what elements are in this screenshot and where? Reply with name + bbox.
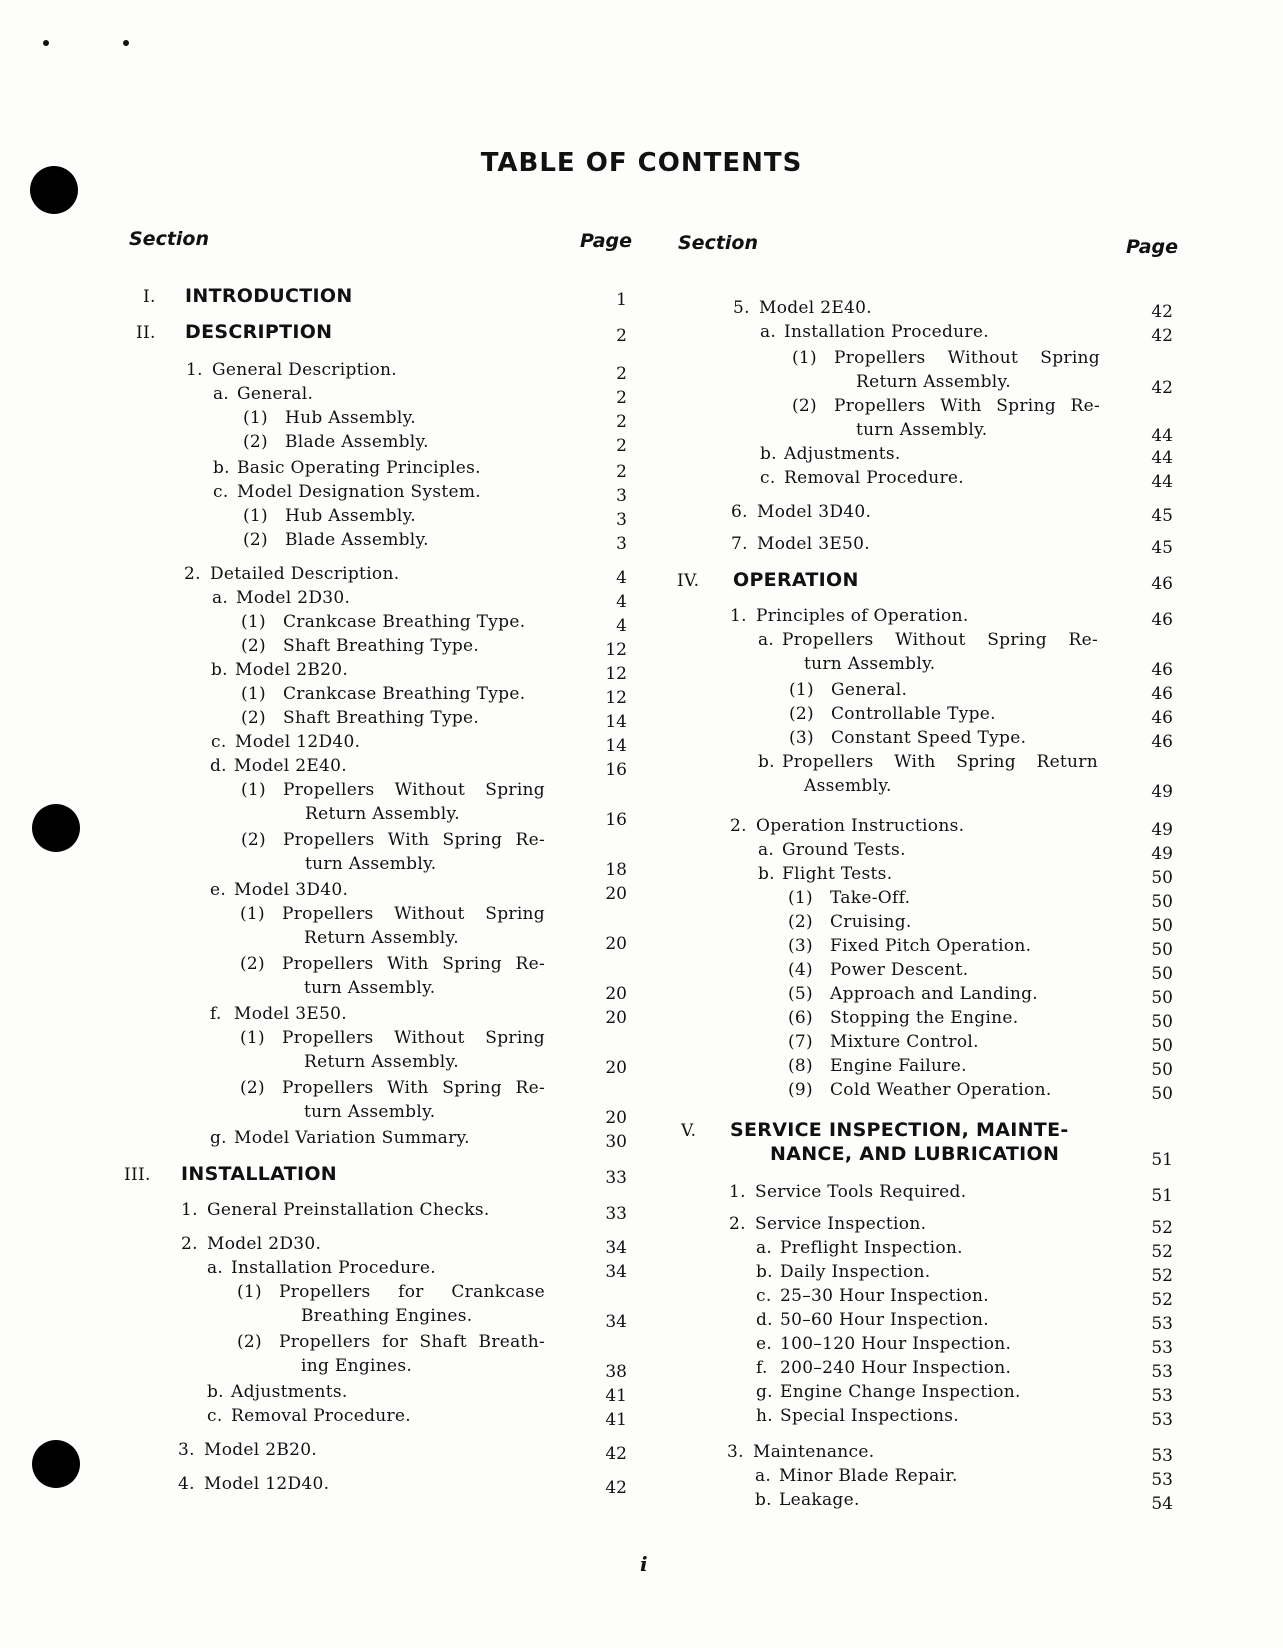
toc-entry-number: (6) [788, 1008, 813, 1028]
toc-page-number: 50 [1151, 892, 1173, 912]
toc-entry-continuation: ing Engines. [301, 1356, 413, 1376]
toc-page-number: 33 [605, 1168, 627, 1188]
toc-page-number: 44 [1151, 426, 1173, 446]
toc-page-number: 2 [616, 326, 627, 346]
toc-page-number: 12 [605, 664, 627, 684]
toc-page-number: 51 [1151, 1186, 1173, 1206]
toc-entry-number: f. [756, 1358, 768, 1378]
toc-entry-continuation: Return Assembly. [304, 1052, 459, 1072]
toc-page-number: 50 [1151, 988, 1173, 1008]
toc-page-number: 16 [605, 760, 627, 780]
toc-entry-number: b. [755, 1490, 772, 1510]
toc-page-number: 45 [1151, 506, 1173, 526]
toc-entry [730, 606, 969, 626]
toc-page-number: 49 [1151, 820, 1173, 840]
toc-entry-title: Stopping the Engine. [830, 1008, 1019, 1028]
toc-entry-title: Maintenance. [753, 1442, 875, 1462]
toc-entry-number: g. [210, 1128, 227, 1148]
toc-entry-title: Propellers With Spring Re- [282, 954, 545, 974]
toc-entry [755, 1490, 860, 1510]
toc-page-number: 42 [1151, 302, 1173, 322]
toc-page-number: 50 [1151, 964, 1173, 984]
toc-entry-title: Cold Weather Operation. [830, 1080, 1052, 1100]
toc-entry-continuation: turn Assembly. [305, 854, 437, 874]
toc-page-number: 45 [1151, 538, 1173, 558]
page-title: TABLE OF CONTENTS [480, 148, 803, 178]
toc-entry-number: c. [211, 732, 227, 752]
toc-entry-title: Adjustments. [784, 444, 901, 464]
toc-page-number: 46 [1151, 660, 1173, 680]
toc-entry [729, 1214, 926, 1234]
toc-entry-number: h. [756, 1406, 773, 1426]
toc-page-number: 54 [1151, 1494, 1173, 1514]
toc-entry-title: Model 12D40. [235, 732, 361, 752]
toc-entry [756, 1406, 959, 1426]
toc-entry-title: Propellers Without Spring [282, 904, 545, 924]
toc-page-number: 2 [616, 364, 627, 384]
toc-entry-number: g. [756, 1382, 773, 1402]
toc-page-number: 50 [1151, 940, 1173, 960]
toc-page-number: 49 [1151, 782, 1173, 802]
toc-entry-title: Engine Failure. [830, 1056, 967, 1076]
left-page-header: Page [580, 230, 633, 252]
toc-page-number: 14 [605, 712, 627, 732]
toc-entry-number: 2. [184, 564, 201, 584]
toc-page-number: 53 [1151, 1386, 1173, 1406]
toc-entry-title: SERVICE INSPECTION, MAINTE- [730, 1119, 1069, 1141]
toc-page-number: 42 [1151, 326, 1173, 346]
toc-page-number: 50 [1151, 916, 1173, 936]
toc-entry-title: INTRODUCTION [185, 285, 353, 307]
toc-entry-number: 1. [730, 606, 747, 626]
toc-entry-title: Propellers for Shaft Breath- [279, 1332, 545, 1352]
toc-page-number: 41 [605, 1386, 627, 1406]
toc-entry-number: (1) [792, 348, 817, 368]
toc-page-number: 53 [1151, 1314, 1173, 1334]
toc-entry-title: 25–30 Hour Inspection. [780, 1286, 990, 1306]
toc-page-number: 14 [605, 736, 627, 756]
toc-entry-title: Controllable Type. [831, 704, 996, 724]
toc-entry [731, 534, 870, 554]
toc-page-number: 53 [1151, 1338, 1173, 1358]
toc-entry-title: Cruising. [830, 912, 912, 932]
toc-page-number: 50 [1151, 1012, 1173, 1032]
toc-entry-continuation: Return Assembly. [856, 372, 1011, 392]
toc-entry-title: Engine Change Inspection. [780, 1382, 1021, 1402]
toc-page-number: 18 [605, 860, 627, 880]
toc-entry-title: Crankcase Breathing Type. [283, 612, 526, 632]
toc-entry-number: (4) [788, 960, 813, 980]
toc-entry-number: a. [758, 630, 775, 650]
toc-entry [756, 1310, 989, 1330]
toc-entry-title: Preflight Inspection. [780, 1238, 963, 1258]
toc-entry-number: 1. [181, 1200, 198, 1220]
toc-entry-title: Blade Assembly. [285, 432, 429, 452]
toc-entry [760, 444, 901, 464]
toc-entry [756, 1238, 963, 1258]
toc-entry [789, 680, 907, 700]
toc-page-number: 53 [1151, 1446, 1173, 1466]
toc-entry [788, 1056, 967, 1076]
toc-entry [727, 1442, 874, 1462]
toc-entry-title: Model 2B20. [204, 1440, 318, 1460]
toc-entry-continuation: Breathing Engines. [301, 1306, 473, 1326]
toc-entry-title: Model 3D40. [234, 880, 349, 900]
toc-page-number: 20 [605, 934, 627, 954]
toc-entry [788, 888, 910, 908]
toc-entry-number: e. [210, 880, 227, 900]
toc-entry-number: a. [213, 384, 230, 404]
toc-entry [756, 1358, 1011, 1378]
toc-entry-continuation: turn Assembly. [856, 420, 988, 440]
toc-entry [789, 728, 1026, 748]
toc-entry-title: Model Designation System. [237, 482, 481, 502]
toc-entry-number: c. [213, 482, 229, 502]
toc-entry-title: General Preinstallation Checks. [207, 1200, 490, 1220]
toc-entry [756, 1286, 989, 1306]
toc-entry-title: Propellers With Spring Return [782, 752, 1098, 772]
toc-page-number: 51 [1151, 1150, 1173, 1170]
toc-entry-title: Operation Instructions. [756, 816, 965, 836]
toc-entry-title: 50–60 Hour Inspection. [780, 1310, 990, 1330]
toc-entry [758, 752, 1098, 772]
toc-entry-title: Minor Blade Repair. [779, 1466, 958, 1486]
toc-entry-title: Detailed Description. [210, 564, 400, 584]
toc-page-number: 12 [605, 640, 627, 660]
toc-page-number: 53 [1151, 1410, 1173, 1430]
toc-entry [731, 502, 871, 522]
toc-entry-title: Take-Off. [830, 888, 911, 908]
toc-entry-number: 2. [181, 1234, 198, 1254]
toc-entry-number: (1) [788, 888, 813, 908]
toc-entry-title: Model 2B20. [235, 660, 349, 680]
toc-page-number: 16 [605, 810, 627, 830]
toc-entry [755, 1466, 958, 1486]
toc-page-number: 50 [1151, 868, 1173, 888]
toc-entry-title: Service Inspection. [755, 1214, 927, 1234]
toc-page-number: 20 [605, 1058, 627, 1078]
toc-section-heading [677, 569, 859, 591]
toc-page-number: 52 [1151, 1242, 1173, 1262]
toc-entry-number: (2) [241, 708, 266, 728]
toc-page-number: 42 [605, 1444, 627, 1464]
toc-entry-continuation: turn Assembly. [804, 654, 936, 674]
toc-page-number: 49 [1151, 844, 1173, 864]
toc-entry-title: Constant Speed Type. [831, 728, 1027, 748]
toc-entry-number: (2) [241, 830, 266, 850]
toc-page-number: 34 [605, 1238, 627, 1258]
toc-entry-continuation: Return Assembly. [305, 804, 460, 824]
toc-entry [758, 864, 892, 884]
toc-entry-number: 1. [729, 1182, 746, 1202]
toc-entry-title: Power Descent. [830, 960, 969, 980]
toc-entry [788, 1032, 979, 1052]
toc-entry [729, 1182, 966, 1202]
toc-entry [760, 468, 964, 488]
toc-entry [788, 960, 969, 980]
toc-entry-number: d. [756, 1310, 773, 1330]
toc-entry-number: (8) [788, 1056, 813, 1076]
toc-entry-number: 2. [729, 1214, 746, 1234]
toc-entry-title: Model 2D30. [207, 1234, 322, 1254]
toc-page-number: 38 [605, 1362, 627, 1382]
toc-entry-title: Adjustments. [231, 1382, 348, 1402]
toc-entry [788, 1080, 1052, 1100]
toc-entry-number: (2) [243, 432, 268, 452]
toc-entry-title: Service Tools Required. [755, 1182, 967, 1202]
toc-entry-number: b. [207, 1382, 224, 1402]
toc-entry-number: a. [212, 588, 229, 608]
toc-entry-number: (1) [240, 904, 265, 924]
toc-entry [758, 630, 1098, 650]
toc-entry-continuation: turn Assembly. [304, 978, 436, 998]
toc-page-number: 42 [1151, 378, 1173, 398]
toc-page-number: 2 [616, 436, 627, 456]
toc-entry-title: Propellers With Spring Re- [283, 830, 545, 850]
toc-entry [788, 984, 1038, 1004]
toc-entry-number: b. [758, 864, 775, 884]
toc-entry [788, 936, 1031, 956]
toc-page-number: 46 [1151, 610, 1173, 630]
toc-entry-number: (2) [240, 954, 265, 974]
toc-entry-continuation: Return Assembly. [304, 928, 459, 948]
toc-entry-title: Model 3E50. [757, 534, 870, 554]
toc-page-number: 44 [1151, 448, 1173, 468]
toc-page-number: 3 [616, 534, 627, 554]
toc-roman-numeral: V. [681, 1121, 697, 1141]
toc-entry-number: (5) [788, 984, 813, 1004]
toc-entry-number: (2) [237, 1332, 262, 1352]
toc-entry-title: Propellers With Spring Re- [834, 396, 1100, 416]
toc-page-number: 2 [616, 462, 627, 482]
toc-entry-title: General Description. [212, 360, 397, 380]
toc-page-number: 52 [1151, 1218, 1173, 1238]
toc-entry-title: General. [831, 680, 908, 700]
toc-entry-continuation: turn Assembly. [304, 1102, 436, 1122]
toc-entry-title: Approach and Landing. [830, 984, 1039, 1004]
toc-entry-number: (1) [241, 612, 266, 632]
toc-entry-number: (2) [240, 1078, 265, 1098]
toc-page-number: 20 [605, 1108, 627, 1128]
toc-entry-title: Basic Operating Principles. [237, 458, 481, 478]
toc-page-number: 46 [1151, 708, 1173, 728]
toc-entry-title: 100–120 Hour Inspection. [780, 1334, 1012, 1354]
toc-entry-title: OPERATION [733, 569, 859, 591]
toc-page-number: 4 [616, 592, 627, 612]
toc-entry-number: c. [756, 1286, 772, 1306]
toc-entry [788, 912, 912, 932]
toc-entry-title: Model 2D30. [236, 588, 351, 608]
toc-entry-number: a. [207, 1258, 224, 1278]
toc-page-number: 1 [616, 290, 627, 310]
toc-page-number: 33 [605, 1204, 627, 1224]
toc-entry-number: f. [210, 1004, 222, 1024]
toc-roman-numeral: II. [136, 323, 156, 343]
toc-entry [792, 348, 1100, 368]
toc-entry-number: (9) [788, 1080, 813, 1100]
toc-page-number: 46 [1151, 684, 1173, 704]
toc-entry-number: 3. [178, 1440, 195, 1460]
toc-entry-title: Daily Inspection. [780, 1262, 931, 1282]
toc-entry-number: (1) [241, 684, 266, 704]
toc-entry-title: Installation Procedure. [231, 1258, 436, 1278]
toc-page-number: 52 [1151, 1266, 1173, 1286]
toc-entry-title: Installation Procedure. [784, 322, 989, 342]
toc-entry-title: Fixed Pitch Operation. [830, 936, 1032, 956]
toc-entry-number: b. [213, 458, 230, 478]
toc-page-number: 20 [605, 984, 627, 1004]
toc-entry-number: (2) [243, 530, 268, 550]
toc-entry-continuation: Assembly. [804, 776, 892, 796]
toc-page-number: 53 [1151, 1470, 1173, 1490]
toc-page-number: 20 [605, 884, 627, 904]
toc-page-number: 52 [1151, 1290, 1173, 1310]
toc-entry-title: Special Inspections. [780, 1406, 959, 1426]
toc-page-number: 20 [605, 1008, 627, 1028]
toc-entry-title: Propellers for Crankcase [279, 1282, 545, 1302]
toc-entry-number: (3) [788, 936, 813, 956]
toc-page-number: 3 [616, 486, 627, 506]
toc-entry-title: Flight Tests. [782, 864, 893, 884]
toc-entry-number: b. [760, 444, 777, 464]
toc-entry-number: (3) [789, 728, 814, 748]
toc-entry-number: (2) [241, 636, 266, 656]
toc-page-number: 2 [616, 388, 627, 408]
toc-entry-title: Propellers Without Spring [283, 780, 545, 800]
toc-entry-title: Model 2E40. [759, 298, 872, 318]
toc-page-number: 4 [616, 568, 627, 588]
toc-entry-number: 4. [178, 1474, 195, 1494]
toc-entry-title: Ground Tests. [782, 840, 906, 860]
toc-entry-number: 2. [730, 816, 747, 836]
left-section-header: Section [129, 228, 210, 250]
toc-page-number: 41 [605, 1410, 627, 1430]
toc-entry-title: Propellers Without Spring [282, 1028, 545, 1048]
toc-entry-number: (1) [240, 1028, 265, 1048]
toc-roman-numeral: III. [124, 1165, 151, 1185]
toc-entry-title: Model 2E40. [234, 756, 347, 776]
toc-entry-title: Model 12D40. [204, 1474, 330, 1494]
toc-entry-title: Model 3D40. [757, 502, 872, 522]
toc-entry-title: INSTALLATION [181, 1163, 337, 1185]
toc-roman-numeral: IV. [677, 571, 700, 591]
toc-page-number: 46 [1151, 732, 1173, 752]
toc-entry-number: d. [210, 756, 227, 776]
toc-entry-number: (1) [237, 1282, 262, 1302]
toc-entry-title: Crankcase Breathing Type. [283, 684, 526, 704]
right-page-header: Page [1126, 236, 1179, 258]
toc-entry-number: 1. [186, 360, 203, 380]
toc-entry-title: Shaft Breathing Type. [283, 708, 480, 728]
toc-entry-number: (1) [241, 780, 266, 800]
toc-entry-title: Mixture Control. [830, 1032, 979, 1052]
toc-entry [756, 1262, 930, 1282]
toc-entry [788, 1008, 1018, 1028]
toc-entry [760, 322, 989, 342]
toc-entry-title: 200–240 Hour Inspection. [780, 1358, 1012, 1378]
toc-entry-number: 5. [733, 298, 750, 318]
toc-entry [730, 816, 964, 836]
toc-page-number: 50 [1151, 1060, 1173, 1080]
toc-entry-number: (2) [788, 912, 813, 932]
toc-page-number: 50 [1151, 1036, 1173, 1056]
toc-entry-number: (1) [243, 408, 268, 428]
toc-entry-title: General. [237, 384, 314, 404]
toc-entry-number: (1) [243, 506, 268, 526]
toc-entry-title: Propellers Without Spring Re- [782, 630, 1098, 650]
toc-entry-number: (2) [792, 396, 817, 416]
toc-page-number: 46 [1151, 574, 1173, 594]
toc-entry-number: a. [755, 1466, 772, 1486]
toc-entry-number: a. [760, 322, 777, 342]
toc-entry-number: c. [207, 1406, 223, 1426]
toc-entry-title: Blade Assembly. [285, 530, 429, 550]
toc-entry-title: Propellers Without Spring [834, 348, 1100, 368]
toc-page-number: 4 [616, 616, 627, 636]
toc-entry-number: b. [211, 660, 228, 680]
toc-entry-title: Propellers With Spring Re- [282, 1078, 545, 1098]
toc-entry-title: Shaft Breathing Type. [283, 636, 480, 656]
toc-page-number: 34 [605, 1312, 627, 1332]
toc-page-number: 42 [605, 1478, 627, 1498]
toc-entry [756, 1382, 1021, 1402]
toc-page-number: 44 [1151, 472, 1173, 492]
toc-entry-number: 3. [727, 1442, 744, 1462]
toc-page-number: 50 [1151, 1084, 1173, 1104]
toc-entry-number: 6. [731, 502, 748, 522]
toc-entry-number: (7) [788, 1032, 813, 1052]
toc-entry-continuation: NANCE, AND LUBRICATION [770, 1143, 1060, 1165]
toc-entry [789, 704, 996, 724]
toc-roman-numeral: I. [143, 287, 156, 307]
toc-page-number: 12 [605, 688, 627, 708]
toc-entry-title: Hub Assembly. [285, 506, 416, 526]
toc-entry-number: b. [756, 1262, 773, 1282]
toc-entry [758, 840, 906, 860]
toc-entry [756, 1334, 1011, 1354]
toc-entry-title: Model Variation Summary. [234, 1128, 470, 1148]
toc-entry-number: (1) [789, 680, 814, 700]
toc-entry-number: 7. [731, 534, 748, 554]
toc-page-number: 3 [616, 510, 627, 530]
right-section-header: Section [678, 232, 759, 254]
toc-page-number: 30 [605, 1132, 627, 1152]
toc-entry-number: (2) [789, 704, 814, 724]
toc-page-number: 53 [1151, 1362, 1173, 1382]
toc-entry-title: Removal Procedure. [784, 468, 964, 488]
toc-entry-number: c. [760, 468, 776, 488]
toc-page-number: 34 [605, 1262, 627, 1282]
toc-entry-number: e. [756, 1334, 773, 1354]
toc-entry-title: Leakage. [779, 1490, 860, 1510]
toc-entry-title: Hub Assembly. [285, 408, 416, 428]
toc-entry-title: Model 3E50. [234, 1004, 347, 1024]
toc-entry-title: Principles of Operation. [756, 606, 969, 626]
toc-page-number: 2 [616, 412, 627, 432]
toc-entry-number: a. [758, 840, 775, 860]
toc-entry [733, 298, 872, 318]
toc-entry-title: DESCRIPTION [185, 321, 333, 343]
toc-entry-number: b. [758, 752, 775, 772]
toc-entry-title: Removal Procedure. [231, 1406, 411, 1426]
toc-section-heading [681, 1119, 1069, 1141]
toc-entry-number: a. [756, 1238, 773, 1258]
toc-entry [792, 396, 1100, 416]
page-number: i [640, 1552, 648, 1576]
